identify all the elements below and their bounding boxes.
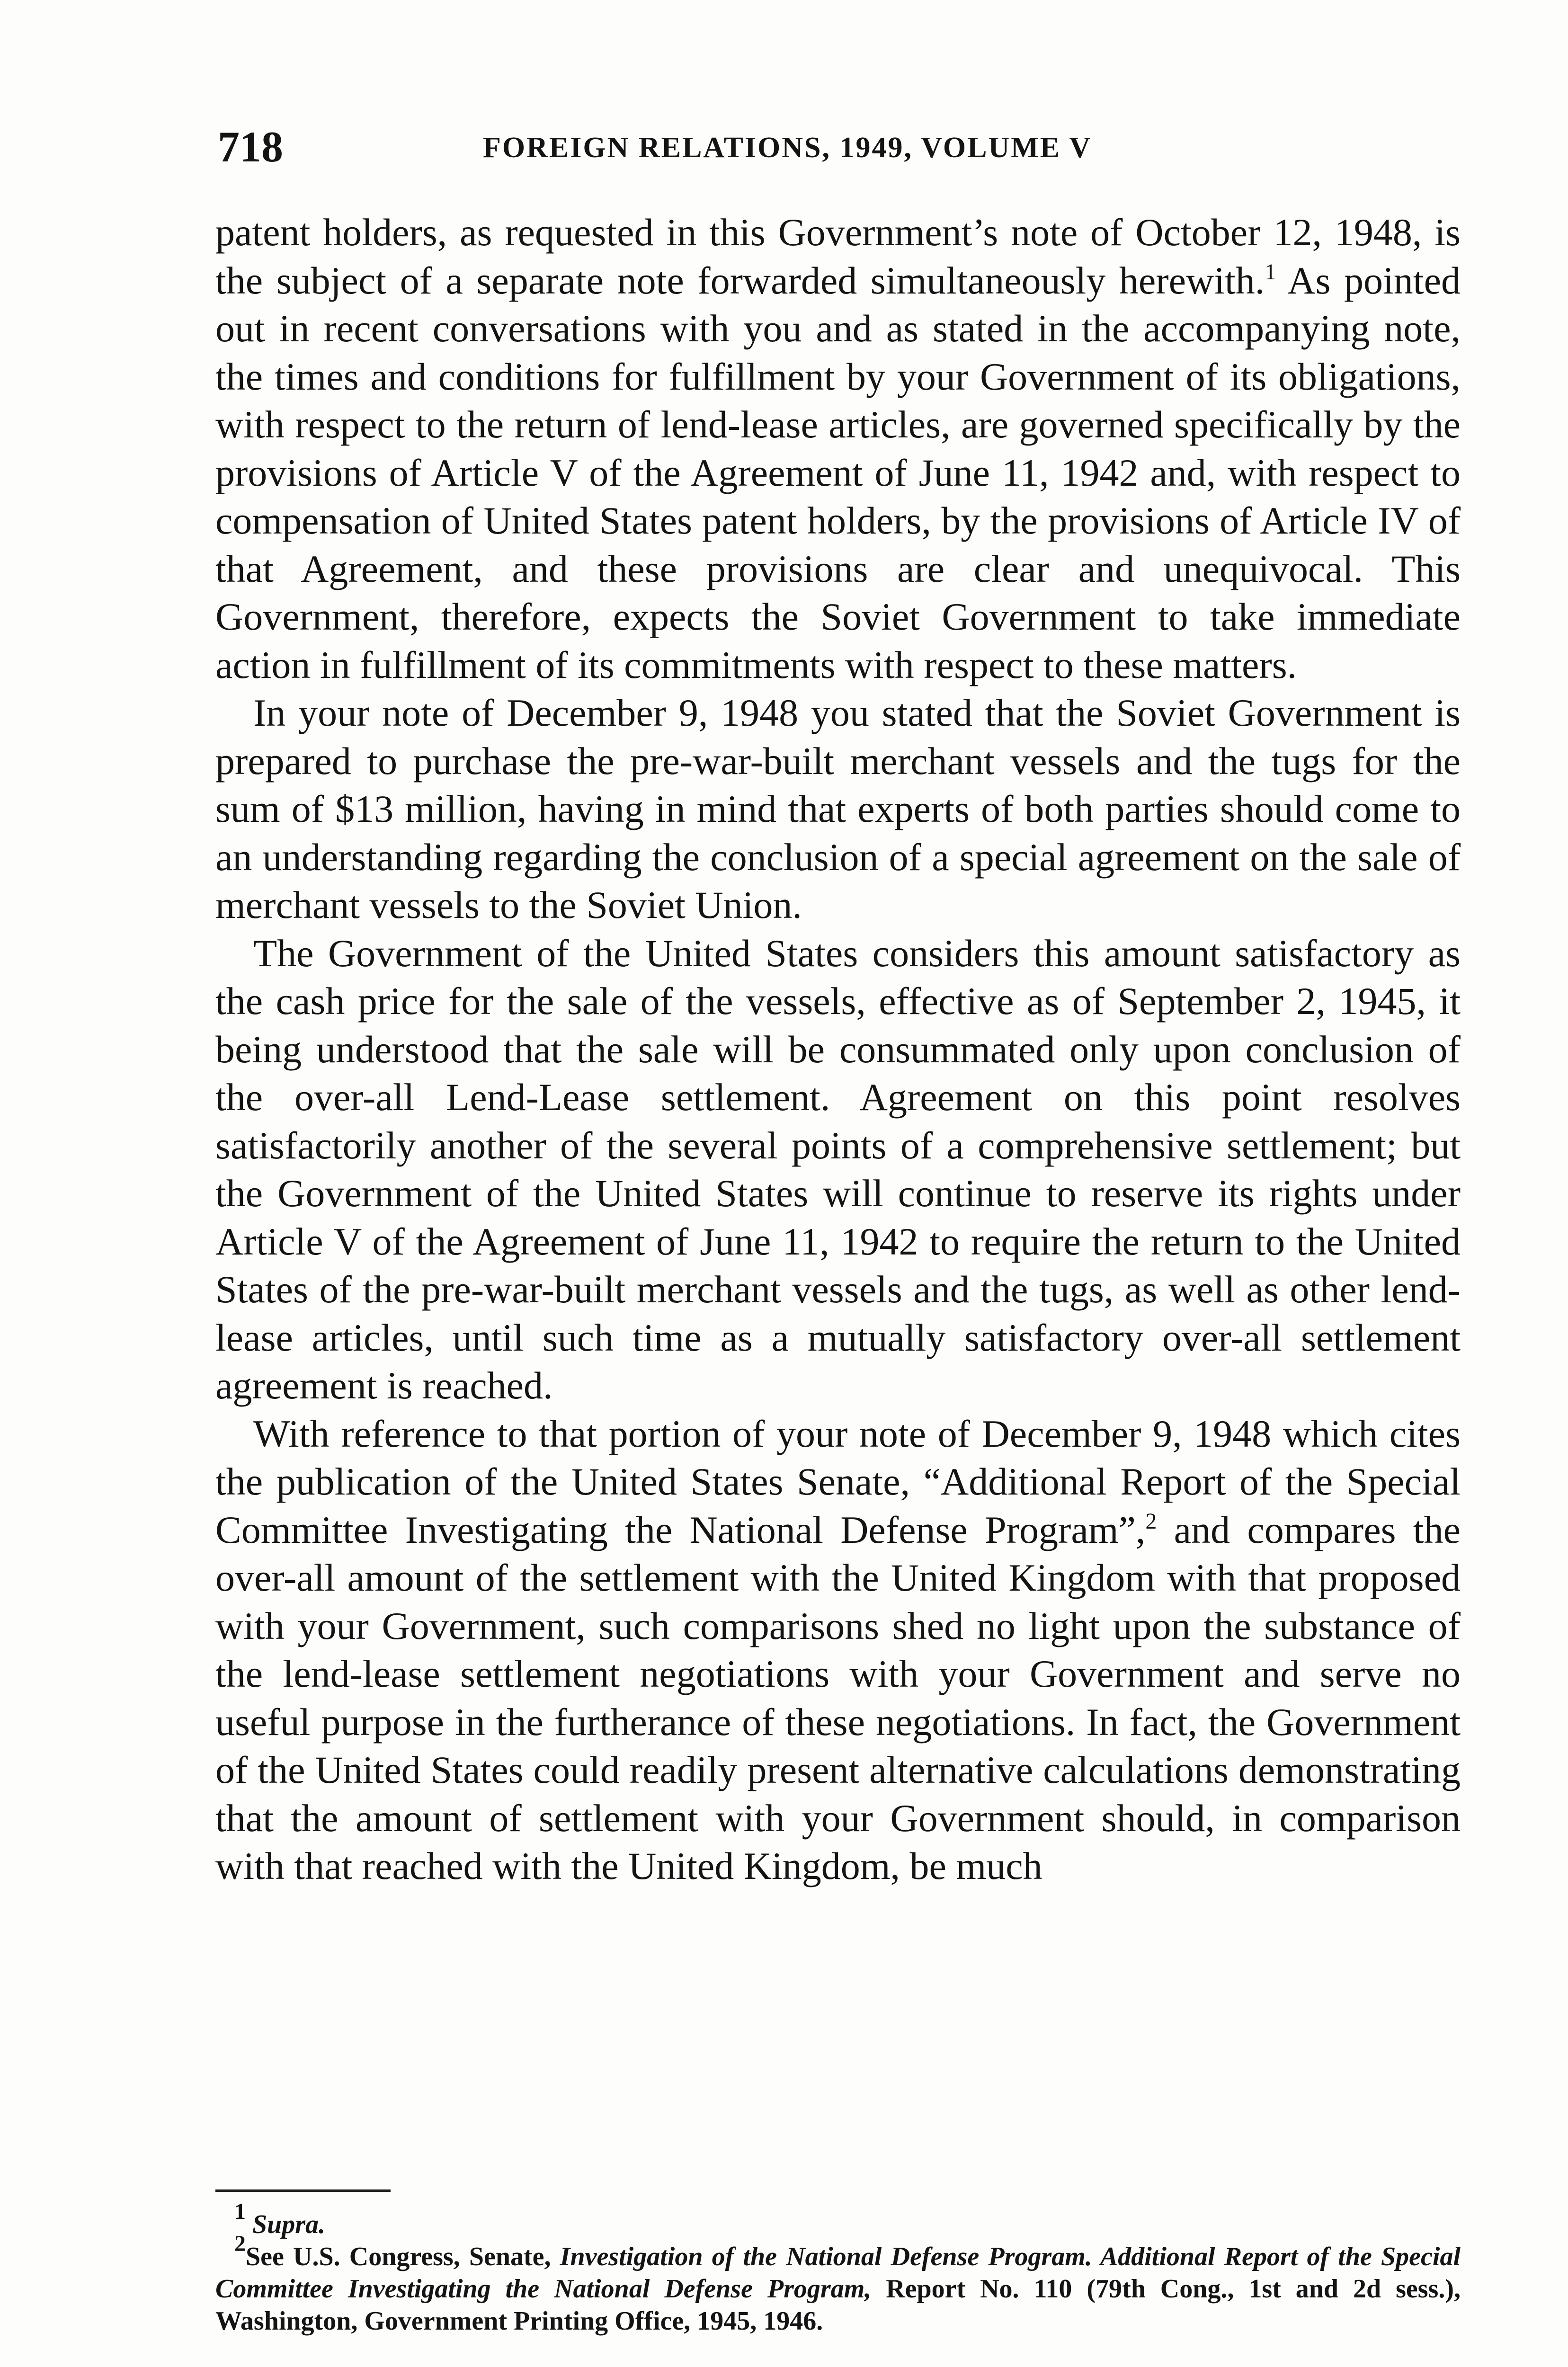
paragraph-1-part-2: As pointed out in recent conversations with you and as stated in the accompanying note, the times and conditions for fulfillment by your Government of its obligations, with respect to the return of lend-lease articles, are governed specifically by the provisions of Article V of the Agreement of June 11, 1942 and, with respect to compensation of United States patent holders, by the provisions of Article IV of that Agreement, and these provisions are clear and unequivocal. This Government, therefore, expects the Soviet Government to take immediate action in fulfillment of its commitments with respect to these matters. [215,258,1461,686]
footnote-1 [215,2199,1461,2241]
page-header [218,121,1458,173]
running-head: FOREIGN RELATIONS, 1949, VOLUME V [483,132,1092,164]
footnote-1-text: Supra. [252,2210,326,2239]
paragraph-1-part-1: patent holders, as requested in this Government’s note of October 12, 1948, is the subject of a separate note forwarded simultaneously herewith. [215,211,1461,302]
footnote-2-text-2: Report No. 110 (79th Cong., 1st and 2d sess.), Washington, Government Printing Office, 1945, 1946. [215,2274,1461,2336]
paragraph-1 [215,208,1461,689]
body-text [215,208,1461,1890]
page-number: 718 [218,123,283,171]
footnote-ref-2: 2 [1145,1508,1157,1534]
footnote-2-text-1: See U.S. Congress, Senate, [246,2242,560,2271]
paragraph-4-part-2: and compares the over-all amount of the settlement with the United Kingdom with that proposed with your Government, such comparisons shed no light upon the substance of the lend-lease settlement negotiations with your Government and serve no useful purpose in the furtherance of these negotiations. In fact, the Government of the United States could readily present alternative calculations demonstrating that the amount of settlement with your Government should, in comparison with that reached with the United Kingdom, be much [215,1508,1461,1887]
paragraph-3: The Government of the United States considers this amount satisfactory as the cash price for the sale of the vessels, effective as of September 2, 1945, it being understood that the sale will be consummated only upon conclusion of the over-all Lend-Lease settlement. Agreement on this point resolves satisfactorily another of the several points of a comprehensive settlement; but the Government of the United States will continue to reserve its rights under Article V of the Agreement of June 11, 1942 to require the return to the United States of the pre-war-built merchant vessels and the tugs, as well as other lend-lease articles, until such time as a mutually satisfactory over-all settlement agreement is reached. [215,931,1461,1407]
footnotes [215,2199,1461,2337]
footnote-ref-1: 1 [1265,259,1276,285]
footnote-divider [215,2189,391,2192]
paragraph-4-part-1: With reference to that portion of your note of December 9, 1948 which cites the publication of the United States Senate, “Additional Report of the Special Committee Investigating the National Defense Program”, [215,1412,1461,1551]
footnote-2-marker: 2 [234,2231,246,2256]
paragraph-4 [215,1410,1461,1890]
paragraph-2: In your note of December 9, 1948 you stated that the Soviet Government is prepared to purchase the pre-war-built merchant vessels and the tugs for the sum of $13 million, having in mind that experts of both parties should come to an understanding regarding the conclusion of a special agreement on the sale of merchant vessels to the Soviet Union. [215,691,1461,926]
footnote-2-title: Investigation of the National Defense Program. Additional Report of the Special Committee Investigating the National Defense Program, [215,2242,1461,2304]
footnote-1-marker: 1 [234,2199,246,2224]
footnote-2 [215,2231,1461,2337]
